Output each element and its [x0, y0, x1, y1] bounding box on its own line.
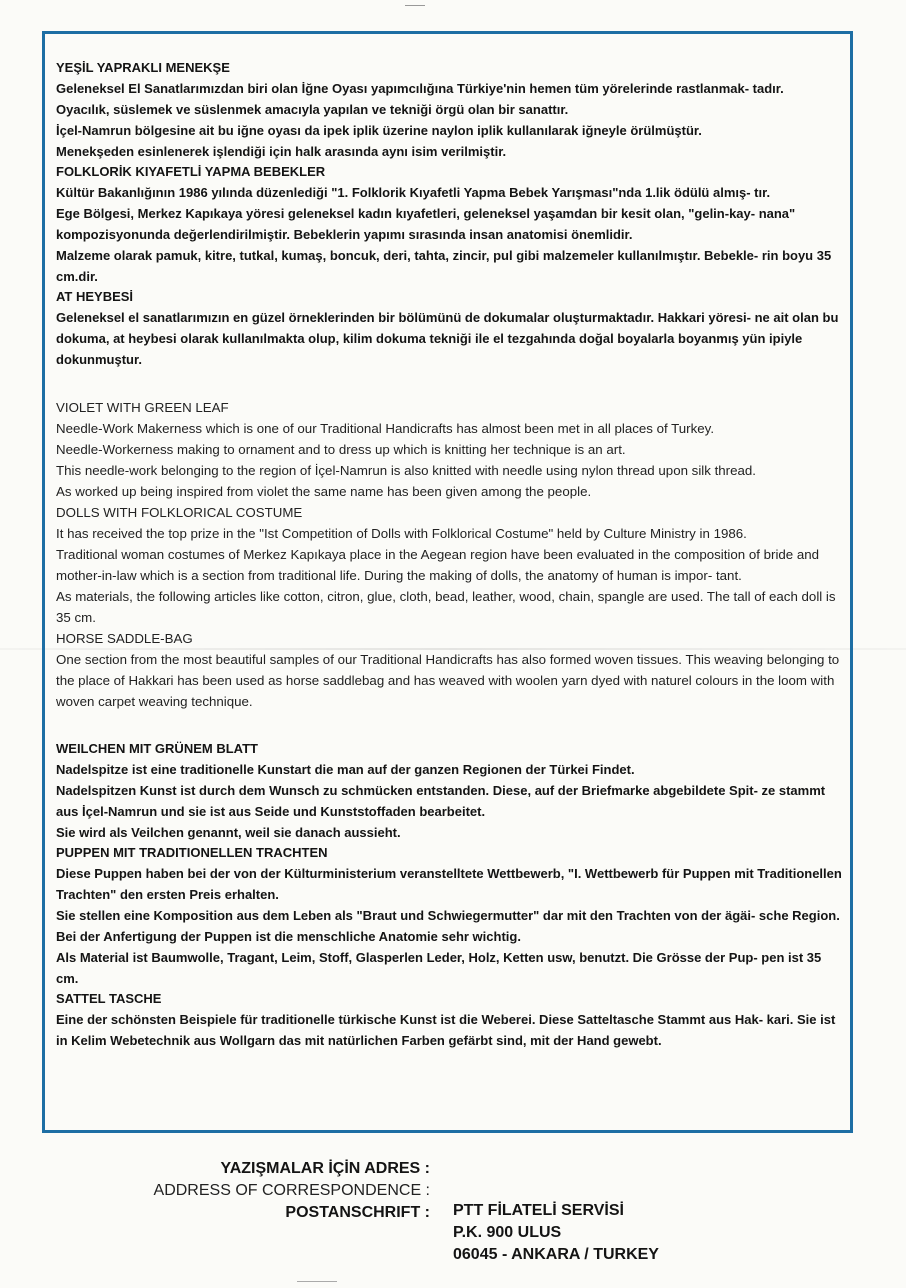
address-label-de: POSTANSCHRIFT : [285, 1204, 430, 1221]
de-violet-title: WEILCHEN MIT GRÜNEM BLATT [56, 741, 258, 756]
german-section [56, 739, 846, 1051]
bottom-edge-mark [297, 1281, 337, 1282]
de-dolls-line: Sie stellen eine Komposition aus dem Leben als "Braut und Schwiegermutter" dar mit den Trachten von der ägäi- sche Region. Bei der Anfertigung der Puppen ist die menschliche Anatomie sehr wichtig. [56, 908, 840, 944]
en-violet-line: Needle-Workerness making to ornament and to dress up which is knitting her technique is an art. [56, 442, 626, 457]
tr-dolls-line: Malzeme olarak pamuk, kitre, tutkal, kumaş, boncuk, deri, tahta, zincir, pul gibi malzemeler kullanılmıştır. Bebekle- rin boyu 35 cm.dir. [56, 248, 832, 284]
address-values [453, 1200, 659, 1266]
de-violet-line: Nadelspitze ist eine traditionelle Kunstart die man auf der ganzen Regionen der Türkei Findet. [56, 762, 635, 777]
tr-violet-title: YEŞİL YAPRAKLI MENEKŞE [56, 60, 230, 75]
en-dolls-title: DOLLS WITH FOLKLORICAL COSTUME [56, 505, 303, 520]
en-violet-line: Needle-Work Makerness which is one of our Traditional Handicrafts has almost been met in all places of Turkey. [56, 421, 715, 436]
address-label-en: ADDRESS OF CORRESPONDENCE : [153, 1182, 430, 1199]
tr-dolls-title: FOLKLORİK KIYAFETLİ YAPMA BEBEKLER [56, 164, 326, 179]
address-label-tr: YAZIŞMALAR İÇİN ADRES : [220, 1160, 430, 1177]
tr-dolls-line: Ege Bölgesi, Merkez Kapıkaya yöresi geleneksel kadın kıyafetleri, geleneksel yaşamdan bir kesit olan, "gelin-kay- nana" kompozisyonunda değerlendirilmiştir. Bebeklerin yapımı sırasında insan anatomisi önemlidir. [56, 206, 796, 242]
de-dolls-title: PUPPEN MIT TRADITIONELLEN TRACHTEN [56, 845, 328, 860]
de-bag-line: Eine der schönsten Beispiele für traditionelle türkische Kunst ist die Weberei. Diese Satteltasche Stammt aus Hak- kari. Sie ist in Kelim Webetechnik aus Wollgarn das mit natürlichen Farben gefärbt sind, mit der Hand gewebt. [56, 1012, 836, 1048]
tr-violet-line: Oyacılık, süslemek ve süslenmek amacıyla yapılan ve tekniği örgü olan bir sanattır. [56, 102, 569, 117]
turkish-section [56, 58, 846, 370]
en-dolls-line: Traditional woman costumes of Merkez Kapıkaya place in the Aegean region have been evaluated in the composition of bride and mother-in-law which is a section from traditional life. During the making of dolls, the anatomy of human is impor- tant. [56, 547, 820, 583]
address-labels [154, 1158, 430, 1224]
tr-bag-line: Geleneksel el sanatlarımızın en güzel örneklerinden bir bölümünü de dokumalar oluşturmaktadır. Hakkari yöresi- ne ait olan bu dokuma, at heybesi olarak kullanılmakta olup, kilim dokuma tekniği ile el tezgahında doğal boyalarla boyanmış yün ipiyle dokunmuştur. [56, 310, 839, 367]
de-violet-line: Nadelspitzen Kunst ist durch dem Wunsch zu schmücken entstanden. Diese, auf der Briefmarke abgebildete Spit- ze stammt aus İçel-Namrun und sie ist aus Seide und Kunststoffaden bearbeitet. [56, 783, 826, 819]
tr-bag-title: AT HEYBESİ [56, 289, 134, 304]
top-edge-mark [405, 5, 425, 6]
de-bag-title: SATTEL TASCHE [56, 991, 162, 1006]
en-dolls-line: As materials, the following articles like cotton, citron, glue, cloth, bead, leather, wood, chain, spangle are used. The tall of each doll is 35 cm. [56, 589, 836, 625]
address-line-1: PTT FİLATELİ SERVİSİ [453, 1202, 624, 1219]
tr-violet-line: Geleneksel El Sanatlarımızdan biri olan İğne Oyası yapımcılığına Türkiye'nin hemen tüm yörelerinde rastlanmak- tadır. [56, 81, 784, 96]
tr-dolls-line: Kültür Bakanlığının 1986 yılında düzenlediği "1. Folklorik Kıyafetli Yapma Bebek Yarışması"nda 1.lik ödülü almış- tır. [56, 185, 771, 200]
de-dolls-line: Als Material ist Baumwolle, Tragant, Leim, Stoff, Glasperlen Leder, Holz, Ketten usw, benutzt. Die Grösse der Pup- pen ist 35 cm. [56, 950, 822, 986]
de-violet-line: Sie wird als Veilchen genannt, weil sie danach aussieht. [56, 825, 401, 840]
address-line-3: 06045 - ANKARA / TURKEY [453, 1246, 659, 1263]
tr-violet-line: Menekşeden esinlenerek işlendiği için halk arasında aynı isim verilmiştir. [56, 144, 507, 159]
en-dolls-line: It has received the top prize in the "Ist Competition of Dolls with Folklorical Costume" held by Culture Ministry in 1986. [56, 526, 747, 541]
en-bag-line: One section from the most beautiful samples of our Traditional Handicrafts has also formed woven tissues. This weaving belonging to the place of Hakkari has been used as horse saddlebag and has weaved with woolen yarn dyed with naturel colours in the loom with woven carpet weaving technique. [56, 652, 840, 709]
en-violet-line: This needle-work belonging to the region of İçel-Namrun is also knitted with needle using nylon thread upon silk thread. [56, 463, 756, 478]
text-content [56, 58, 846, 1051]
en-violet-line: As worked up being inspired from violet the same name has been given among the people. [56, 484, 592, 499]
english-section [56, 397, 846, 712]
tr-violet-line: İçel-Namrun bölgesine ait bu iğne oyası da ipek iplik üzerine naylon iplik kullanılarak iğneyle örülmüştür. [56, 123, 702, 138]
en-bag-title: HORSE SADDLE-BAG [56, 631, 193, 646]
de-dolls-line: Diese Puppen haben bei der von der Külturministerium veranstelltete Wettbewerb, "I. Wettbewerb für Puppen mit Traditionellen Trachten" den ersten Preis erhalten. [56, 866, 842, 902]
en-violet-title: VIOLET WITH GREEN LEAF [56, 400, 229, 415]
address-line-2: P.K. 900 ULUS [453, 1224, 562, 1241]
